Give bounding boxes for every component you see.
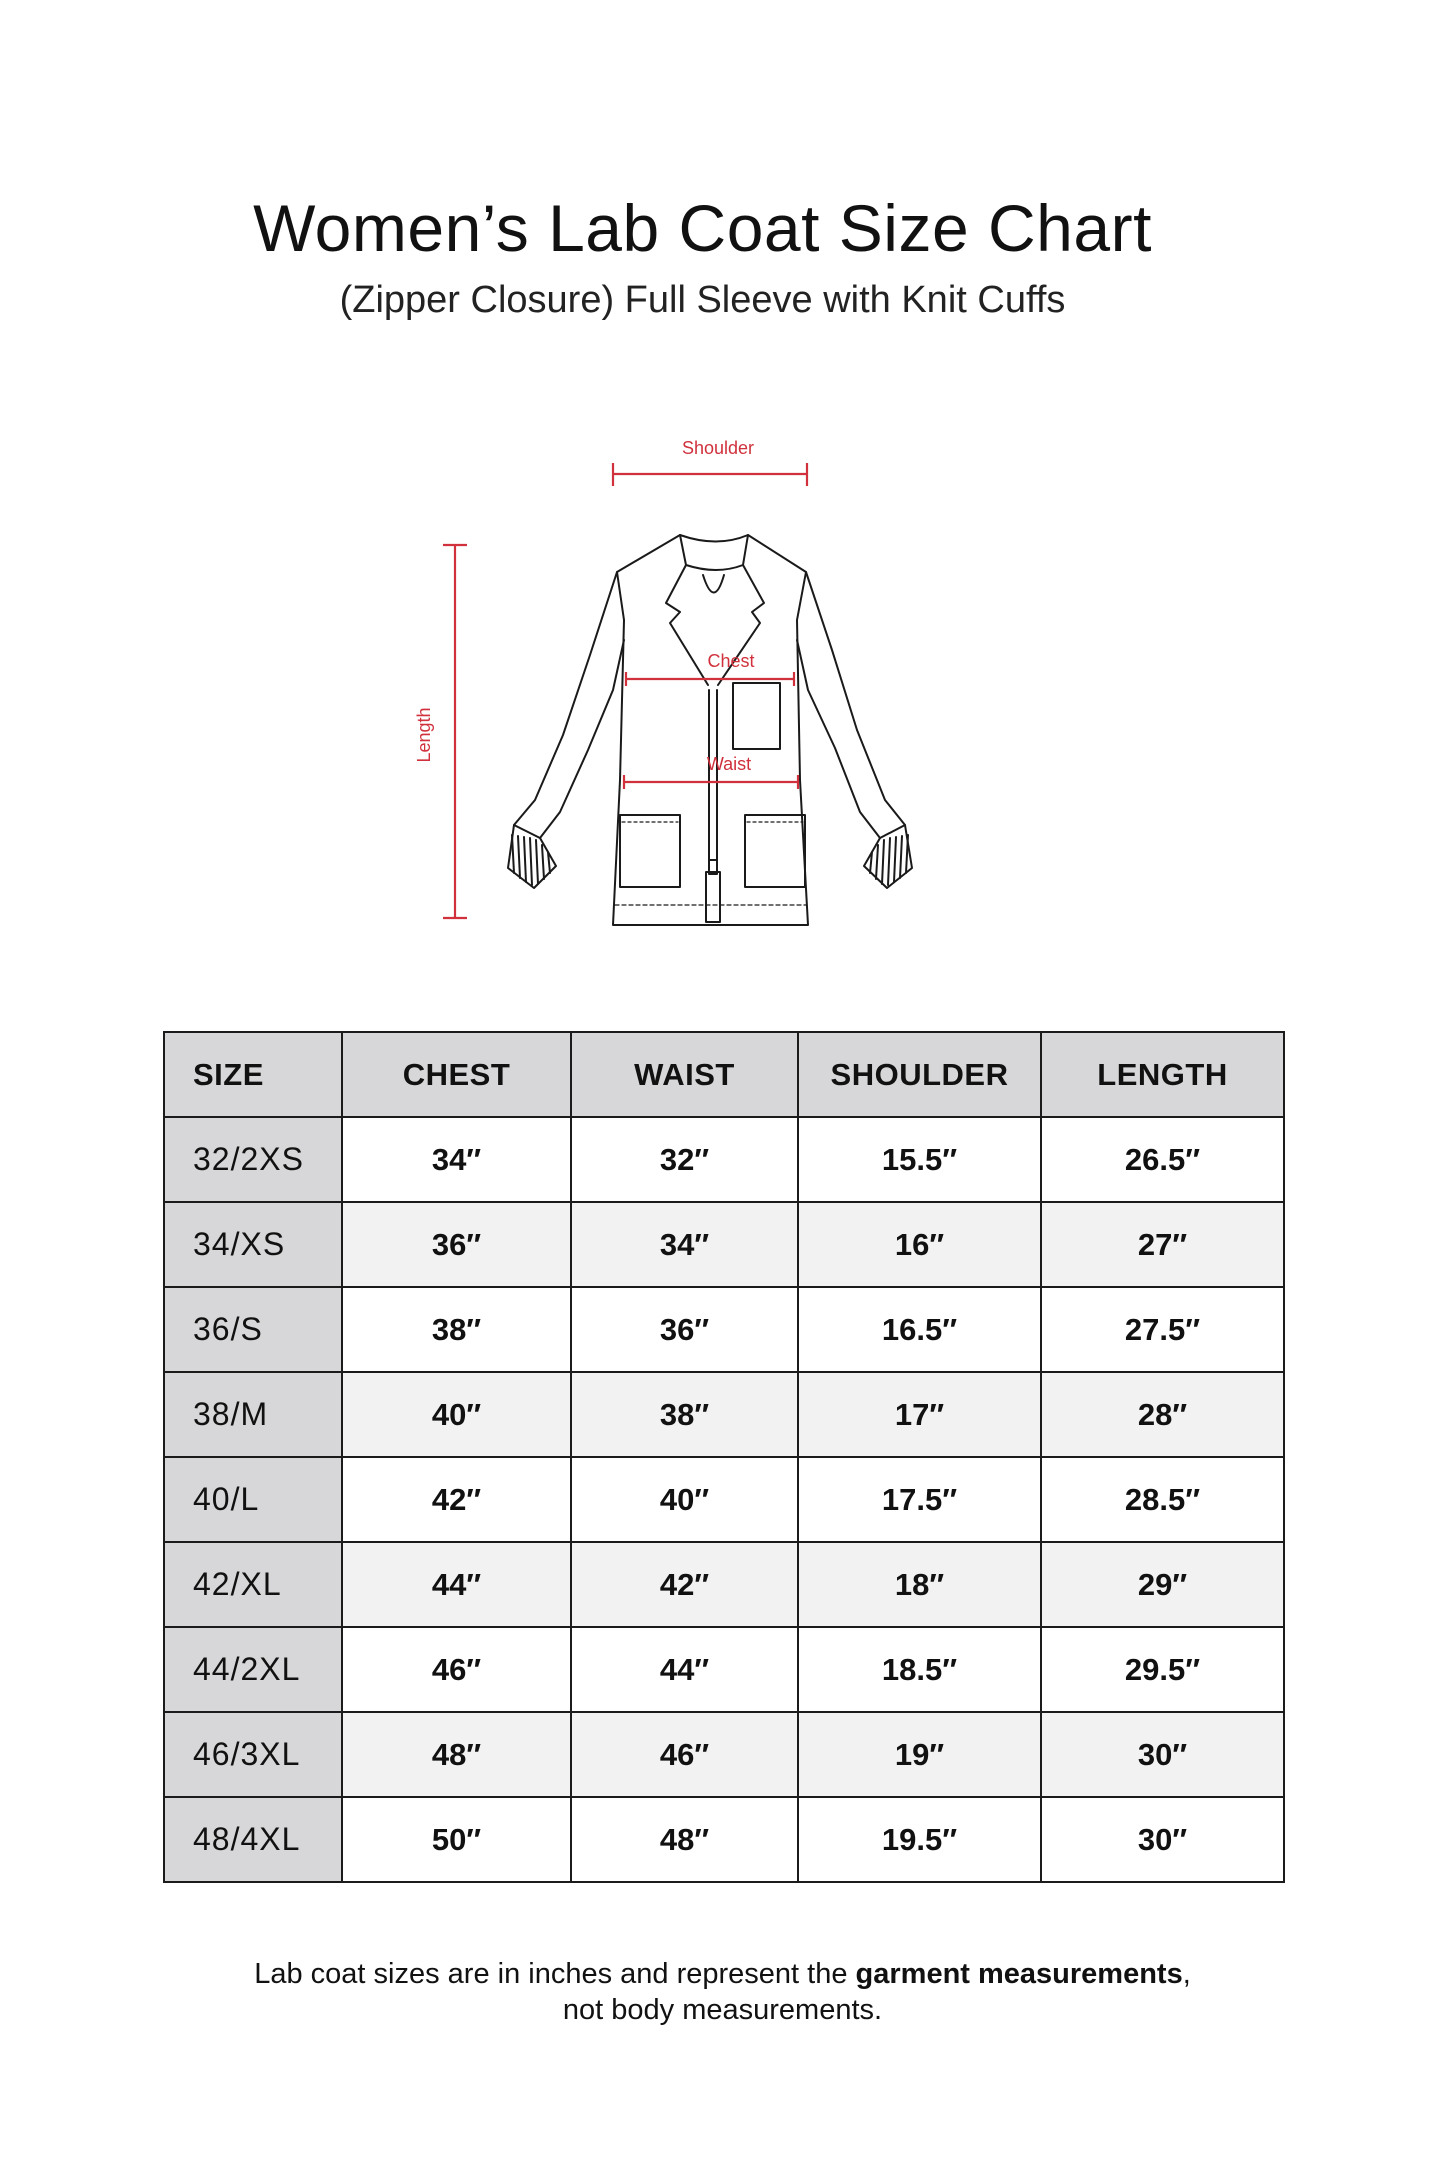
length-cell: 29″ xyxy=(1041,1542,1284,1627)
footnote-line-2: not body measurements. xyxy=(562,1994,883,2026)
page-title: Women’s Lab Coat Size Chart xyxy=(253,191,1152,265)
chest-cell: 46″ xyxy=(342,1627,571,1712)
length-cell: 28.5″ xyxy=(1041,1457,1284,1542)
shoulder-cell: 19.5″ xyxy=(798,1797,1041,1882)
shoulder-cell: 18.5″ xyxy=(798,1627,1041,1712)
footnote xyxy=(0,1956,1445,2028)
length-cell: 27″ xyxy=(1041,1202,1284,1287)
page-subtitle: (Zipper Closure) Full Sleeve with Knit Cuffs xyxy=(339,279,1066,321)
lab-coat-diagram xyxy=(0,0,1445,960)
waist-cell: 42″ xyxy=(571,1542,798,1627)
footnote-emphasis: garment measurements xyxy=(855,1958,1183,1990)
waist-cell: 48″ xyxy=(571,1797,798,1882)
chest-cell: 42″ xyxy=(342,1457,571,1542)
size-cell: 36/S xyxy=(164,1287,342,1372)
length-cell: 28″ xyxy=(1041,1372,1284,1457)
size-cell: 40/L xyxy=(164,1457,342,1542)
shoulder-measure xyxy=(613,463,807,486)
shoulder-cell: 16.5″ xyxy=(798,1287,1041,1372)
table-row xyxy=(164,1372,1284,1457)
waist-cell: 40″ xyxy=(571,1457,798,1542)
table-row xyxy=(164,1712,1284,1797)
size-chart-table xyxy=(163,1031,1285,1883)
length-cell: 30″ xyxy=(1041,1712,1284,1797)
length-cell: 27.5″ xyxy=(1041,1287,1284,1372)
chest-label: Chest xyxy=(707,651,755,671)
chest-cell: 38″ xyxy=(342,1287,571,1372)
chest-cell: 36″ xyxy=(342,1202,571,1287)
coat-outline xyxy=(508,535,912,925)
waist-cell: 34″ xyxy=(571,1202,798,1287)
size-cell: 34/XS xyxy=(164,1202,342,1287)
waist-measure xyxy=(624,775,798,789)
table-header-row xyxy=(164,1032,1284,1117)
chest-cell: 40″ xyxy=(342,1372,571,1457)
waist-cell: 38″ xyxy=(571,1372,798,1457)
shoulder-cell: 18″ xyxy=(798,1542,1041,1627)
column-header-size: SIZE xyxy=(164,1032,342,1117)
chest-cell: 34″ xyxy=(342,1117,571,1202)
size-cell: 46/3XL xyxy=(164,1712,342,1797)
chest-cell: 48″ xyxy=(342,1712,571,1797)
shoulder-cell: 17″ xyxy=(798,1372,1041,1457)
waist-cell: 46″ xyxy=(571,1712,798,1797)
size-cell: 48/4XL xyxy=(164,1797,342,1882)
shoulder-cell: 17.5″ xyxy=(798,1457,1041,1542)
shoulder-label: Shoulder xyxy=(681,438,755,458)
shoulder-cell: 19″ xyxy=(798,1712,1041,1797)
table-row xyxy=(164,1542,1284,1627)
column-header-waist: WAIST xyxy=(571,1032,798,1117)
chest-cell: 44″ xyxy=(342,1542,571,1627)
footnote-text: Lab coat sizes are in inches and represent the xyxy=(254,1958,856,1990)
shoulder-cell: 15.5″ xyxy=(798,1117,1041,1202)
table-row xyxy=(164,1202,1284,1287)
size-cell: 38/M xyxy=(164,1372,342,1457)
size-cell: 42/XL xyxy=(164,1542,342,1627)
waist-label: Waist xyxy=(706,754,752,774)
footnote-line-1 xyxy=(0,1956,1445,1992)
length-cell: 29.5″ xyxy=(1041,1627,1284,1712)
table-row xyxy=(164,1627,1284,1712)
table-row xyxy=(164,1287,1284,1372)
table-row xyxy=(164,1457,1284,1542)
waist-cell: 36″ xyxy=(571,1287,798,1372)
length-label: Length xyxy=(414,707,434,763)
size-cell: 44/2XL xyxy=(164,1627,342,1712)
length-cell: 26.5″ xyxy=(1041,1117,1284,1202)
chest-cell: 50″ xyxy=(342,1797,571,1882)
length-cell: 30″ xyxy=(1041,1797,1284,1882)
waist-cell: 32″ xyxy=(571,1117,798,1202)
column-header-chest: CHEST xyxy=(342,1032,571,1117)
footnote-punctuation: , xyxy=(1182,1958,1191,1990)
table-row xyxy=(164,1117,1284,1202)
size-cell: 32/2XS xyxy=(164,1117,342,1202)
waist-cell: 44″ xyxy=(571,1627,798,1712)
length-measure xyxy=(443,545,467,918)
column-header-shoulder: SHOULDER xyxy=(798,1032,1041,1117)
shoulder-cell: 16″ xyxy=(798,1202,1041,1287)
column-header-length: LENGTH xyxy=(1041,1032,1284,1117)
table-row xyxy=(164,1797,1284,1882)
